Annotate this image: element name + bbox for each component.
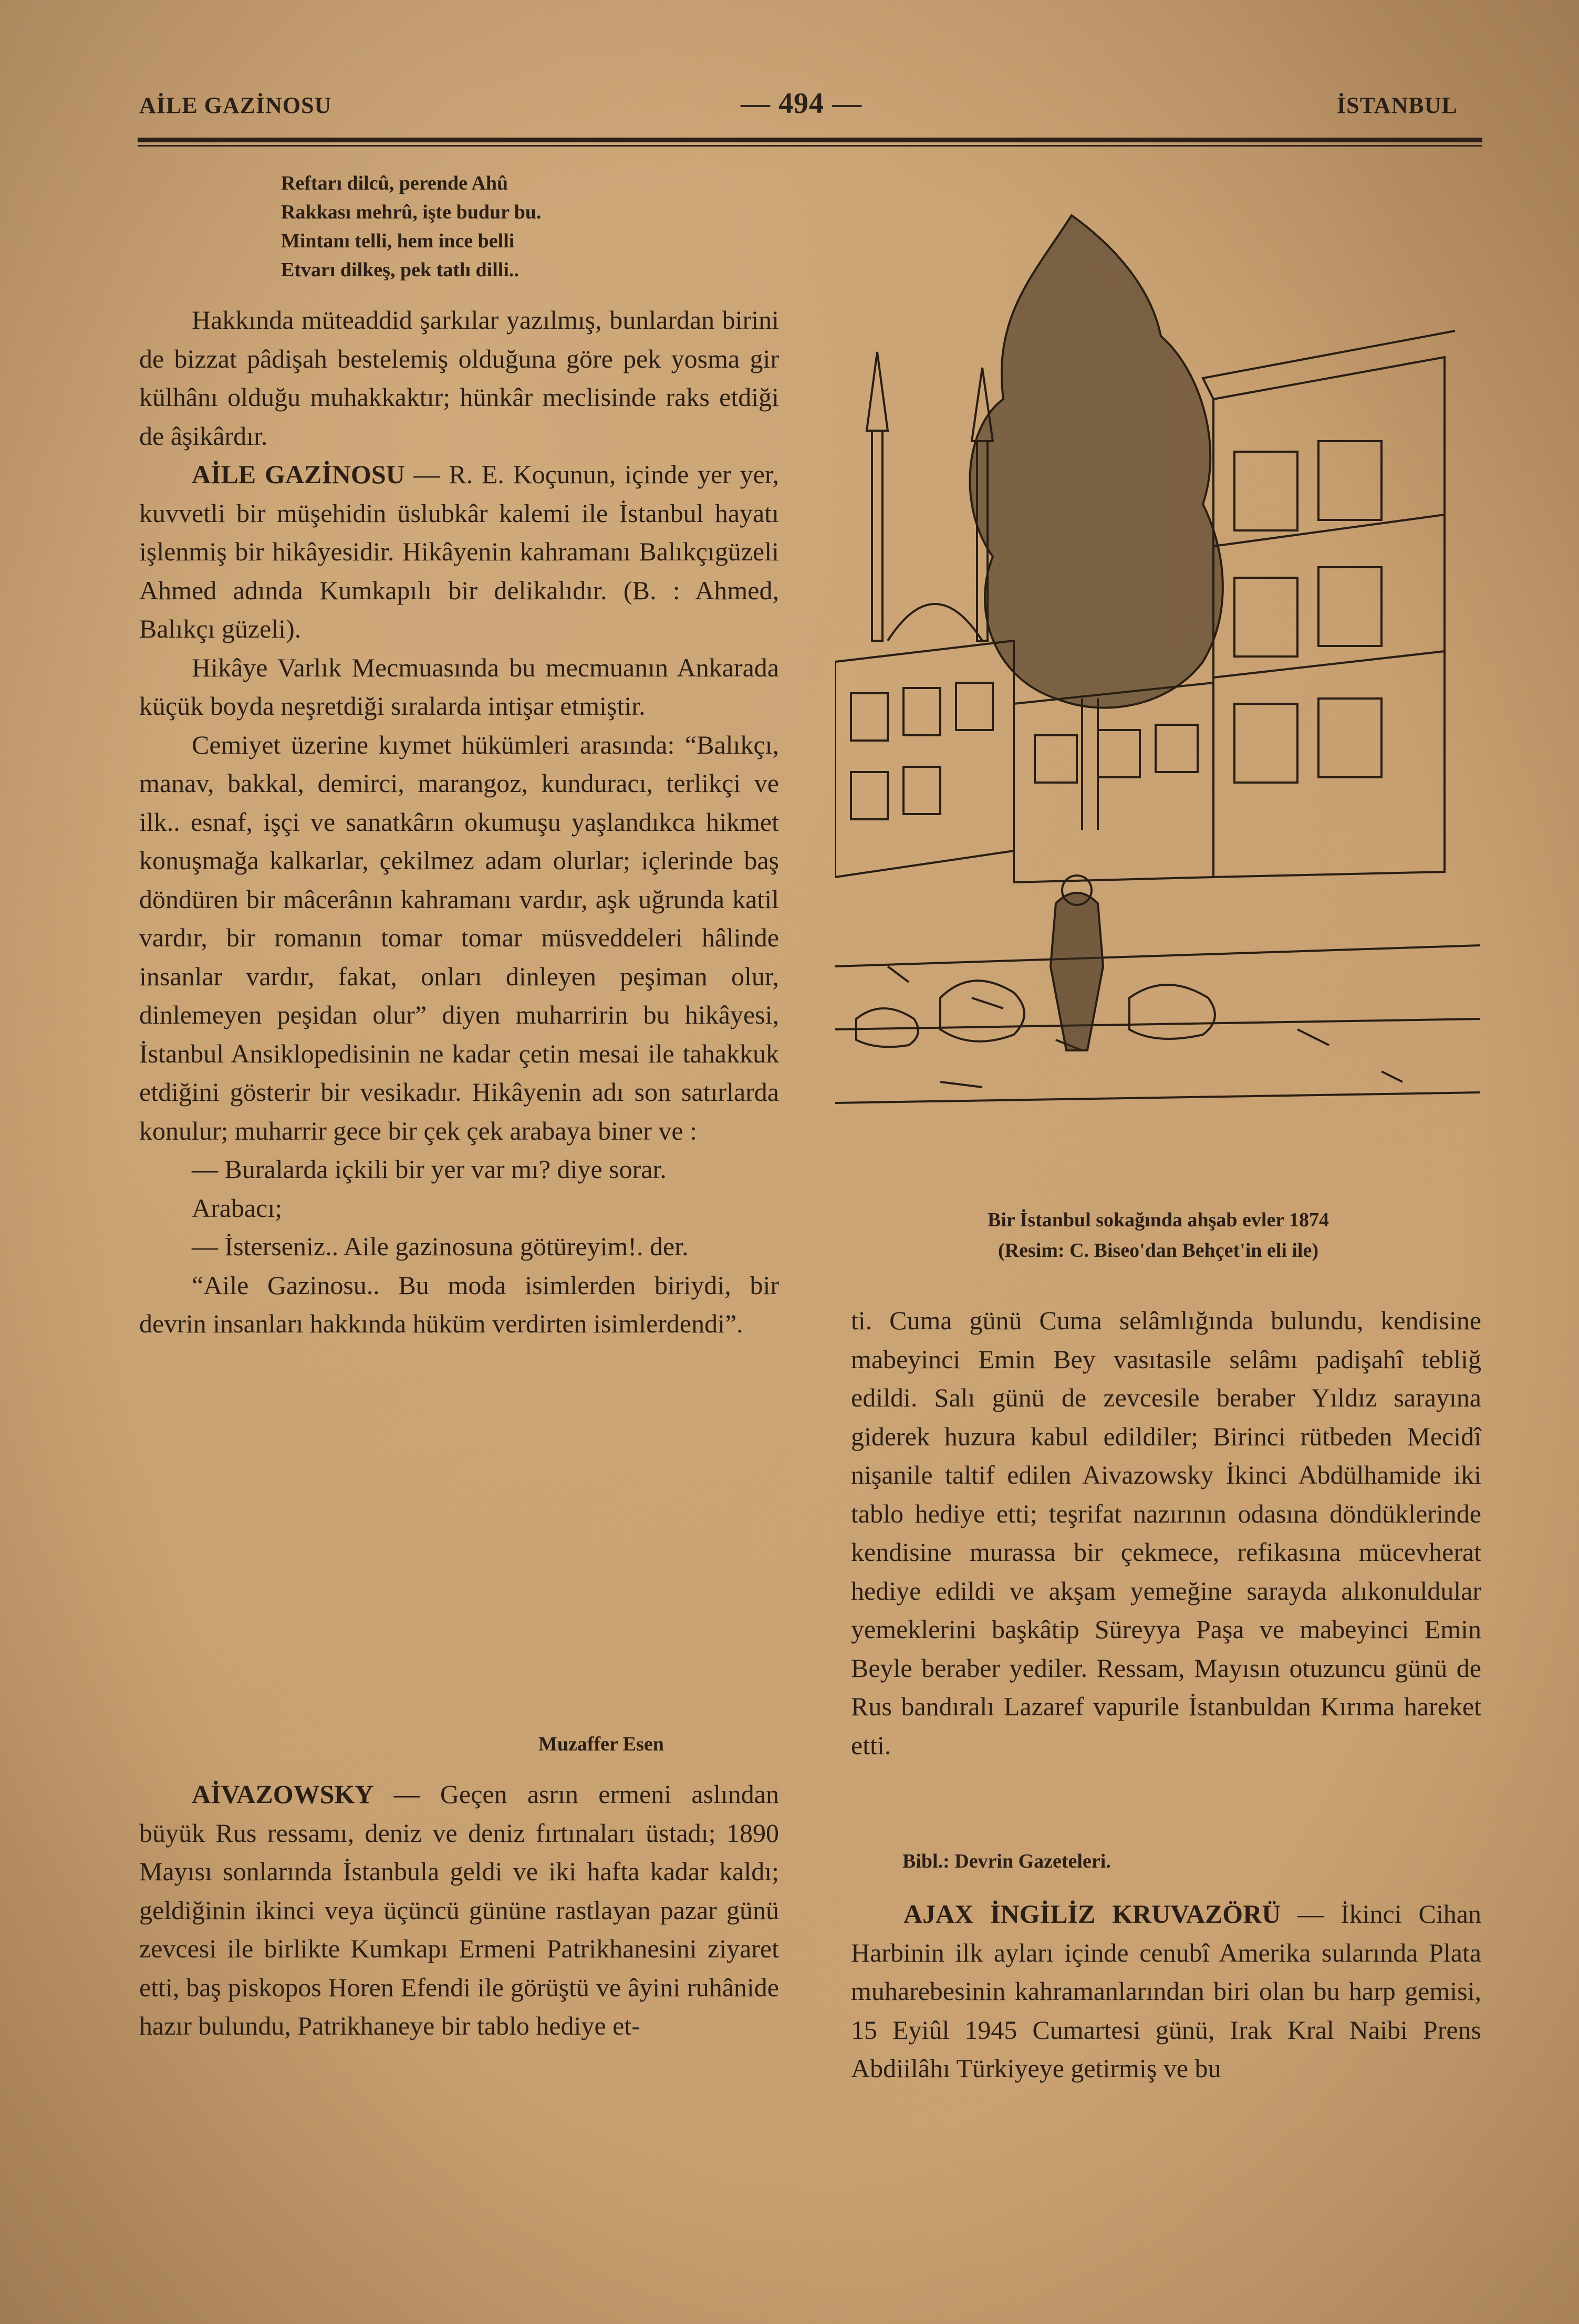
entry-aivazowsky	[139, 1775, 779, 2046]
poem-line: Etvarı dilkeş, pek tatlı dilli..	[281, 259, 519, 281]
right-column	[851, 1301, 1481, 1765]
paragraph: “Aile Gazinosu.. Bu moda isimlerden biriydi, bir devrin insanları hakkında hüküm verdirten isimlerdendi”.	[139, 1270, 779, 1338]
running-header-left: AİLE GAZİNOSU	[139, 92, 332, 118]
poem-line: Rakkası mehrû, işte budur bu.	[281, 201, 542, 223]
entry-text: — R. E. Koçunun, içinde yer yer, kuvvetli bir müşehidin üslubkâr kalemi ile İstanbul hayatı işlenmiş bir hikâyesidir. Hikâyenin kahramanı Balıkçıgüzeli Ahmed adında Kumkapılı bir delikalıdır. (B. : Ahmed, Balıkçı güzeli).	[139, 460, 779, 643]
entry-title: AİVAZOWSKY	[192, 1779, 374, 1809]
page-number: — 494 —	[741, 87, 862, 120]
poem-verse	[281, 169, 542, 285]
illustration-caption	[851, 1205, 1466, 1266]
paragraph: Cemiyet üzerine kıymet hükümleri arasında: “Balıkçı, manav, bakkal, demirci, marangoz, kunduracı, terlikçi ve ilk.. esnaf, işçi ve sanatkârın okumuşu yaşlandıkca hikmet konuşmağa kalkarlar, çekilmez adam olurlar; içlerinde baş döndüren bir mâcerânın kahramanı vardır, aşk uğrunda katil vardır, bir romanın tomar tomar müsveddeleri hâlinde insanlar vardır, fakat, onları dinleyen peşiman olur, dinlemeyen peşidan olur” diyen muharririn bu hikâyesi, İstanbul Ansiklopedisinin ne kadar çetin mesai ile tahakkuk etdiğini gösterir bir vesikadır. Hikâyenin adı son satırlarda konulur; muharrir gece bir çek çek arabaya biner ve :	[139, 729, 779, 1145]
poem-line: Mintanı telli, hem ince belli	[281, 230, 515, 252]
right-column-continued	[851, 1895, 1481, 2088]
entry-aile-gazinosu	[139, 455, 779, 649]
caption-line: (Resim: C. Biseo'dan Behçet'in eli ile)	[998, 1239, 1319, 1262]
entry-ajax	[851, 1895, 1481, 2088]
paragraph: Arabacı;	[192, 1193, 283, 1223]
paragraph: — Buralarda içkili bir yer var mı? diye sorar.	[192, 1154, 667, 1184]
entry-title: AİLE GAZİNOSU	[192, 460, 405, 489]
paragraph: Hakkında müteaddid şarkılar yazılmış, bunlardan birini de bizzat pâdişah bestelemiş olduğuna göre pek yosma gir külhânı olduğu muhakkaktır; hünkâr meclisinde raks etdiği de âşikârdır.	[139, 305, 779, 451]
header-rule	[138, 138, 1482, 142]
street-illustration	[835, 179, 1480, 1191]
left-column-continued	[139, 1775, 779, 2046]
bibliography-note: Bibl.: Devrin Gazeteleri.	[902, 1850, 1111, 1872]
left-column	[139, 301, 779, 1343]
running-header-right: İSTANBUL	[1337, 92, 1458, 118]
caption-line: Bir İstanbul sokağında ahşab evler 1874	[987, 1209, 1329, 1231]
entry-title: AJAX İNGİLİZ KRUVAZÖRÜ	[903, 1899, 1281, 1929]
entry-text: — İkinci Cihan Harbinin ilk ayları içinde cenubî Amerika sularında Plata muharebesinin kahramanlarından biri olan bu harp gemisi, 15 Eyiûl 1945 Cumartesi günü, Irak Kral Naibi Prens Abdiilâhı Türkiyeye getirmiş ve bu	[851, 1899, 1481, 2083]
author-signature: Muzaffer Esen	[538, 1733, 664, 1755]
poem-line: Reftarı dilcû, perende Ahû	[281, 172, 508, 194]
header-rule-thin	[138, 145, 1482, 147]
paragraph: — İsterseniz.. Aile gazinosuna götüreyim!. der.	[192, 1232, 689, 1261]
entry-text: — Geçen asrın ermeni aslından büyük Rus ressamı, deniz ve deniz fırtınaları üstadı; 1890 Mayısı sonlarında İstanbula geldi ve iki hafta kadar kaldı; geldiğinin ikinci veya üçüncü gününe rastlayan pazar günü zevcesi ile birlikte Kumkapı Ermeni Patrikhanesini ziyaret etti, baş piskopos Horen Efendi ile görüştü ve âyini ruhânide hazır bulundu, Patrikhaneye bir tablo hediye et-	[139, 1779, 779, 2040]
paragraph: ti. Cuma günü Cuma selâmlığında bulundu, kendisine mabeyinci Emin Bey vasıtasile selâmı padişahî tebliğ edildi. Salı günü de zevcesile beraber Yıldız sarayına giderek huzura kabul edildiler; Birinci rütbeden Mecidî nişanile taltif edilen Aivazowsky İkinci Abdülhamide iki tablo hediye etti; teşrifat nazırının odasına döndüklerinde kendisine murassa bir çekmece, refikasına mücevherat hediye edildi ve akşam yemeğine sarayda alıkonuldular yemeklerini başkâtip Süreyya Paşa ve mabeyinci Emin Beyle beraber yediler. Ressam, Mayısın otuzuncu günü de Rus bandıralı Lazaref vapurile İstanbuldan Kırıma hareket etti.	[851, 1306, 1481, 1760]
paragraph: Hikâye Varlık Mecmuasında bu mecmuanın Ankarada küçük boyda neşretdiği sıralarda intişar etmiştir.	[139, 652, 779, 721]
